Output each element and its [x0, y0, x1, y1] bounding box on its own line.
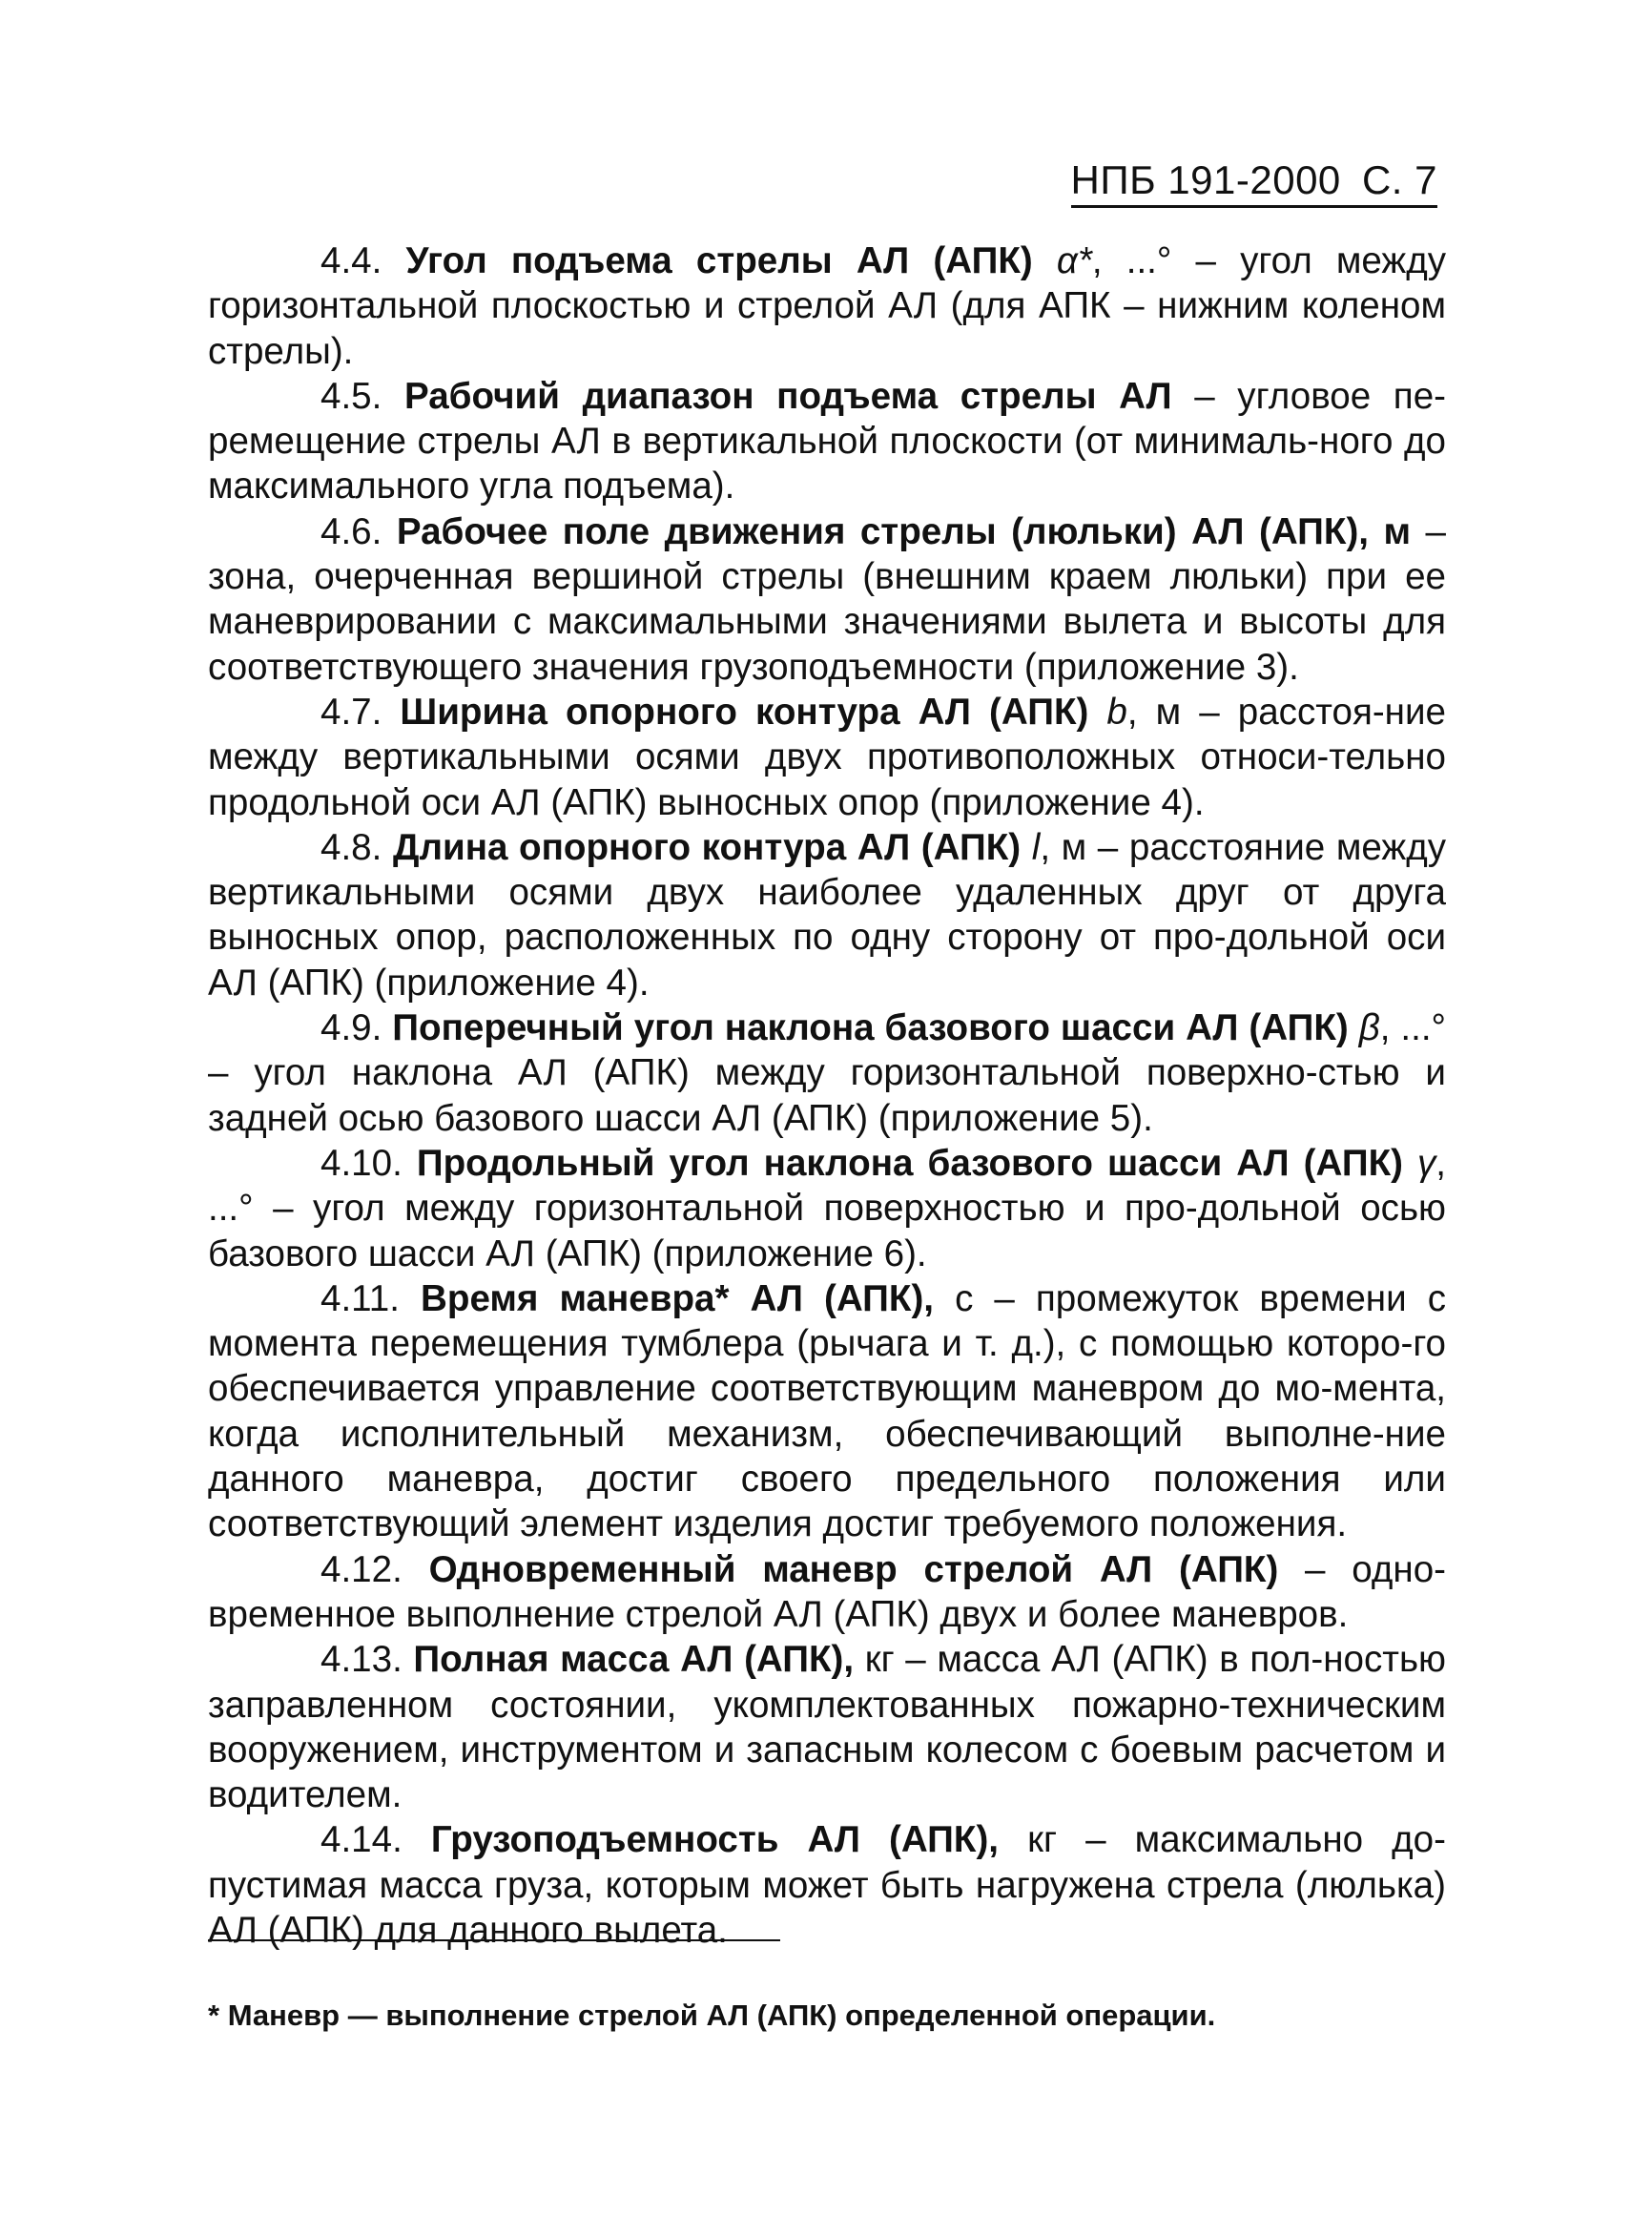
term-number: 4.9.: [320, 1007, 382, 1049]
term-symbol: γ: [1417, 1142, 1436, 1184]
page-header: [1071, 157, 1437, 208]
term-definition: расстояние между вертикальными осями двух наиболее удаленных друг от друга выносных опор, расположенных по одну сторону от про-дольной оси АЛ (АПК) (приложение 4).: [208, 826, 1447, 1004]
term-dash: –: [1057, 1819, 1135, 1861]
term-symbol: l: [1031, 826, 1041, 868]
term-dash: –: [1411, 510, 1446, 552]
term-number: 4.12.: [320, 1548, 403, 1590]
term-unit: , м: [1040, 826, 1087, 868]
term-title: Длина опорного контура АЛ (АПК): [392, 826, 1022, 868]
term-unit: с: [934, 1277, 974, 1319]
document-code: НПБ 191-2000: [1070, 157, 1341, 202]
term-dash: –: [208, 1052, 255, 1094]
term-4-14: [208, 1817, 1446, 1953]
term-title: Рабочее поле движения стрелы (люльки) АЛ (АПК), м: [396, 510, 1412, 552]
term-unit: кг: [854, 1639, 895, 1681]
footnote-text: Маневр — выполнение стрелой АЛ (АПК) определенной операции.: [219, 1999, 1216, 2032]
term-number: 4.5.: [320, 375, 382, 417]
term-dash: –: [1181, 691, 1238, 733]
term-number: 4.7.: [320, 691, 382, 733]
term-number: 4.4.: [320, 240, 382, 281]
term-4-5: [208, 374, 1446, 509]
term-definition: максимально до-пустимая масса груза, которым может быть нагружена стрела (люлька) АЛ (АПК) для данного вылета.: [208, 1819, 1446, 1951]
term-definition: угловое пе-ремещение стрелы АЛ в вертикальной плоскости (от минималь-ного до максимального угла подъема).: [208, 375, 1447, 507]
term-number: 4.13.: [320, 1639, 403, 1681]
term-dash: –: [1086, 826, 1129, 868]
term-unit: , ...°: [1379, 1007, 1446, 1049]
term-4-4: [208, 238, 1446, 374]
term-4-6: [208, 509, 1446, 690]
term-4-11: [208, 1276, 1446, 1547]
term-4-13: [208, 1637, 1446, 1817]
term-title: Полная масса АЛ (АПК),: [413, 1639, 855, 1681]
term-title: Рабочий диапазон подъема стрелы АЛ: [404, 375, 1172, 417]
term-unit: , м: [1126, 691, 1182, 733]
term-4-10: [208, 1141, 1446, 1276]
term-definition: промежуток времени с момента перемещения тумблера (рычага и т. д.), с помощью которо-го обеспечивается управление соответствующим маневром до мо-мента, когда исполнительный механизм, обеспечивающий выполне-ние данного маневра, достиг своего предельного положения или соответствующий элемент изделия достиг требуемого положения.: [208, 1277, 1446, 1545]
term-title: Продольный угол наклона базового шасси АЛ (АПК): [416, 1142, 1403, 1184]
term-dash: –: [973, 1277, 1036, 1319]
term-definition: одно-временное выполнение стрелой АЛ (АПК) двух и более маневров.: [208, 1548, 1446, 1635]
term-title: Ширина опорного контура АЛ (АПК): [400, 691, 1089, 733]
terms-section: [208, 238, 1446, 1953]
term-4-9: [208, 1005, 1446, 1141]
term-definition: расстоя-ние между вертикальными осями двух противоположных относи-тельно продольной оси АЛ (АПК) выносных опор (приложение 4).: [208, 691, 1446, 823]
term-unit: кг: [999, 1819, 1058, 1861]
footnote-divider: [208, 1939, 780, 1941]
term-dash: –: [253, 1188, 314, 1230]
term-title: Угол подъема стрелы АЛ (АПК): [405, 240, 1033, 281]
term-title: Грузоподъемность АЛ (АПК),: [430, 1819, 1000, 1861]
term-title: Время маневра* АЛ (АПК),: [421, 1277, 935, 1319]
term-dash: –: [1171, 375, 1238, 417]
term-number: 4.11.: [320, 1277, 400, 1319]
term-definition: зона, очерченная вершиной стрелы (внешним краем люльки) при ее маневрировании с максимальными значениями вылета и высоты для соответствующего значения грузоподъемности (приложение 3).: [208, 556, 1446, 688]
term-title: Одновременный маневр стрелой АЛ (АПК): [428, 1548, 1279, 1590]
term-number: 4.8.: [320, 826, 382, 868]
term-4-8: [208, 825, 1446, 1005]
footnote: [208, 1997, 1446, 2035]
term-unit: , ...°: [208, 1142, 1447, 1230]
term-definition: угол между горизонтальной поверхностью и про-дольной осью базового шасси АЛ (АПК) (приложение 6).: [208, 1188, 1446, 1274]
term-number: 4.10.: [320, 1142, 403, 1184]
term-number: 4.6.: [320, 510, 382, 552]
term-symbol: α*: [1056, 240, 1092, 281]
term-dash: –: [1171, 240, 1241, 281]
term-definition: масса АЛ (АПК) в пол-ностью заправленном состоянии, укомплектованных пожарно-техническим вооружением, инструментом и запасным колесом с боевым расчетом и водителем.: [208, 1639, 1446, 1816]
term-definition: угол наклона АЛ (АПК) между горизонтальной поверхно-стью и задней осью базового шасси АЛ (АПК) (приложение 5).: [208, 1052, 1446, 1139]
term-unit: , ...°: [1091, 240, 1172, 281]
term-symbol: b: [1106, 691, 1127, 733]
term-number: 4.14.: [320, 1819, 403, 1861]
footnote-marker: *: [208, 1999, 220, 2032]
term-4-12: [208, 1547, 1446, 1638]
page-number: С. 7: [1361, 157, 1437, 202]
term-4-7: [208, 690, 1446, 825]
term-dash: –: [894, 1639, 938, 1681]
term-symbol: β: [1358, 1007, 1380, 1049]
term-dash: –: [1278, 1548, 1353, 1590]
term-definition: угол между горизонтальной плоскостью и стрелой АЛ (для АПК – нижним коленом стрелы).: [208, 240, 1447, 372]
term-title: Поперечный угол наклона базового шасси АЛ (АПК): [392, 1007, 1349, 1049]
